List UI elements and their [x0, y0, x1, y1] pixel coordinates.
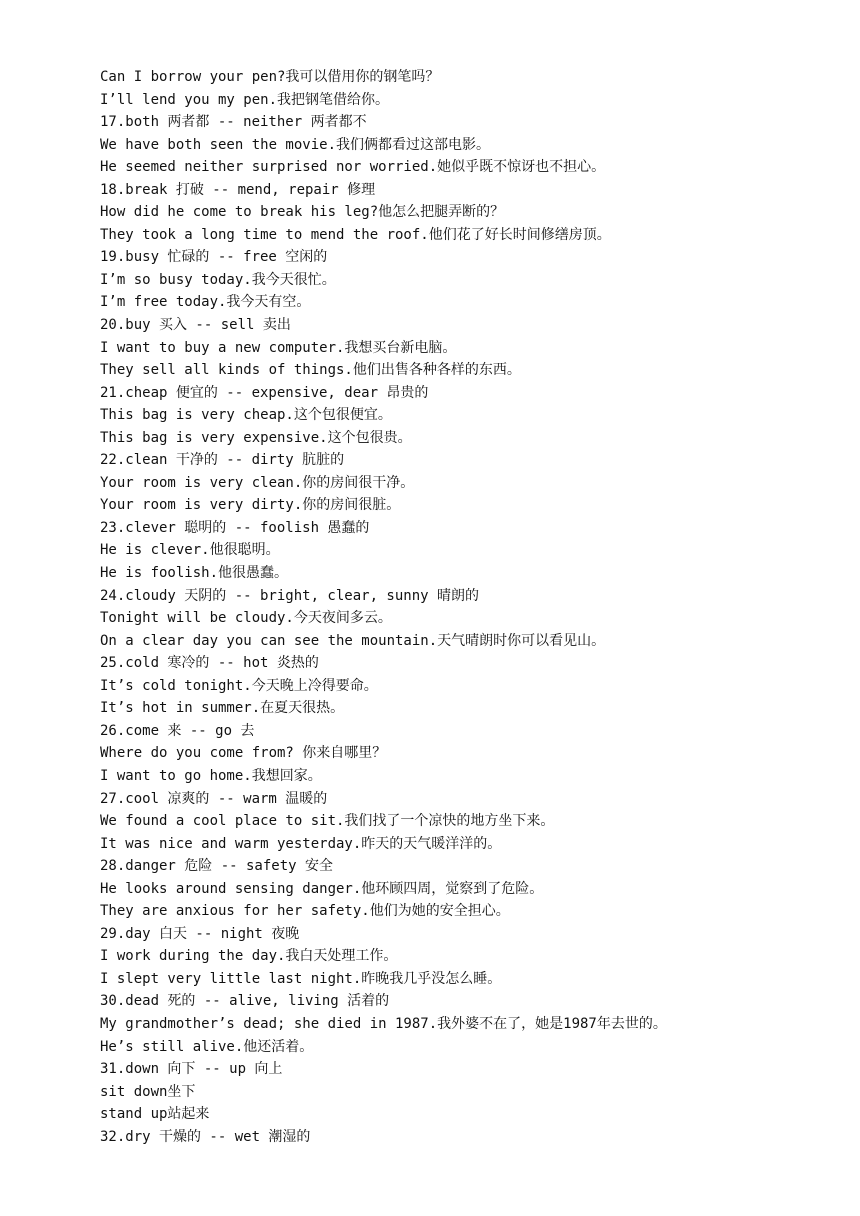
text-line: 17.both 两者都 -- neither 两者都不	[100, 114, 367, 131]
text-line: They sell all kinds of things.他们出售各种各样的东西。	[100, 362, 521, 379]
text-line: I want to buy a new computer.我想买台新电脑。	[100, 339, 457, 356]
text-line: He’s still alive.他还活着。	[100, 1038, 314, 1055]
text-line: I’ll lend you my pen.我把钢笔借给你。	[100, 91, 390, 108]
text-line: 23.clever 聪明的 -- foolish 愚蠢的	[100, 519, 370, 536]
text-line: This bag is very expensive.这个包很贵。	[100, 429, 412, 446]
text-line: Can I borrow your pen?我可以借用你的钢笔吗？	[100, 69, 440, 85]
text-line: stand up站起来	[100, 1106, 210, 1123]
text-line: 29.day 白天 -- night 夜晚	[100, 925, 300, 942]
text-line: 19.busy 忙碌的 -- free 空闲的	[100, 249, 328, 266]
text-line: 20.buy 买入 -- sell 卖出	[100, 317, 291, 334]
text-line: This bag is very cheap.这个包很便宜。	[100, 407, 392, 424]
text-line: It was nice and warm yesterday.昨天的天气暖洋洋的。	[100, 835, 502, 852]
text-line: sit down坐下	[100, 1083, 196, 1100]
text-line: I want to go home.我想回家。	[100, 767, 322, 784]
text-line: 24.cloudy 天阴的 -- bright, clear, sunny 晴朗的	[100, 587, 480, 604]
text-line: 25.cold 寒冷的 -- hot 炎热的	[100, 655, 319, 672]
text-line: I’m free today.我今天有空。	[100, 294, 311, 311]
text-line: How did he come to break his leg?他怎么把腿弄断的？	[100, 204, 505, 221]
text-line: 28.danger 危险 -- safety 安全	[100, 858, 334, 875]
text-line: 32.dry 干燥的 -- wet 潮湿的	[100, 1128, 311, 1145]
text-body	[100, 66, 667, 1148]
text-line: We found a cool place to sit.我们找了一个凉快的地方坐下来。	[100, 813, 555, 830]
text-line: He seemed neither surprised nor worried.她似乎既不惊讶也不担心。	[100, 159, 606, 176]
text-line: Tonight will be cloudy.今天夜间多云。	[100, 610, 392, 627]
text-line: They are anxious for her safety.他们为她的安全担心。	[100, 903, 510, 920]
text-line: It’s cold tonight.今天晚上冷得要命。	[100, 677, 378, 694]
text-line: My grandmother’s dead; she died in 1987.我外婆不在了，她是1987年去世的。	[100, 1015, 667, 1032]
text-line: I slept very little last night.昨晚我几乎没怎么睡。	[100, 970, 502, 987]
text-line: He is foolish.他很愚蠢。	[100, 565, 289, 582]
text-line: I work during the day.我白天处理工作。	[100, 948, 398, 965]
text-line: 22.clean 干净的 -- dirty 肮脏的	[100, 452, 345, 469]
text-line: Your room is very clean.你的房间很干净。	[100, 474, 415, 491]
text-line: On a clear day you can see the mountain.天气晴朗时你可以看见山。	[100, 632, 606, 649]
text-line: 21.cheap 便宜的 -- expensive, dear 昂贵的	[100, 384, 429, 401]
text-line: Where do you come from? 你来自哪里？	[100, 745, 387, 762]
text-line: I’m so busy today.我今天很忙。	[100, 271, 336, 288]
text-line: It’s hot in summer.在夏天很热。	[100, 700, 345, 717]
text-line: 30.dead 死的 -- alive, living 活着的	[100, 993, 390, 1010]
text-line: 26.come 来 -- go 去	[100, 722, 255, 739]
text-line: They took a long time to mend the roof.他们花了好长时间修缮房顶。	[100, 226, 611, 243]
text-line: He is clever.他很聪明。	[100, 542, 280, 559]
text-line: We have both seen the movie.我们俩都看过这部电影。	[100, 136, 491, 153]
text-line: 18.break 打破 -- mend, repair 修理	[100, 181, 376, 198]
text-line: 27.cool 凉爽的 -- warm 温暖的	[100, 790, 328, 807]
text-line: 31.down 向下 -- up 向上	[100, 1061, 283, 1078]
text-line: He looks around sensing danger.他环顾四周，觉察到了危险。	[100, 880, 544, 897]
text-line: Your room is very dirty.你的房间很脏。	[100, 497, 401, 514]
